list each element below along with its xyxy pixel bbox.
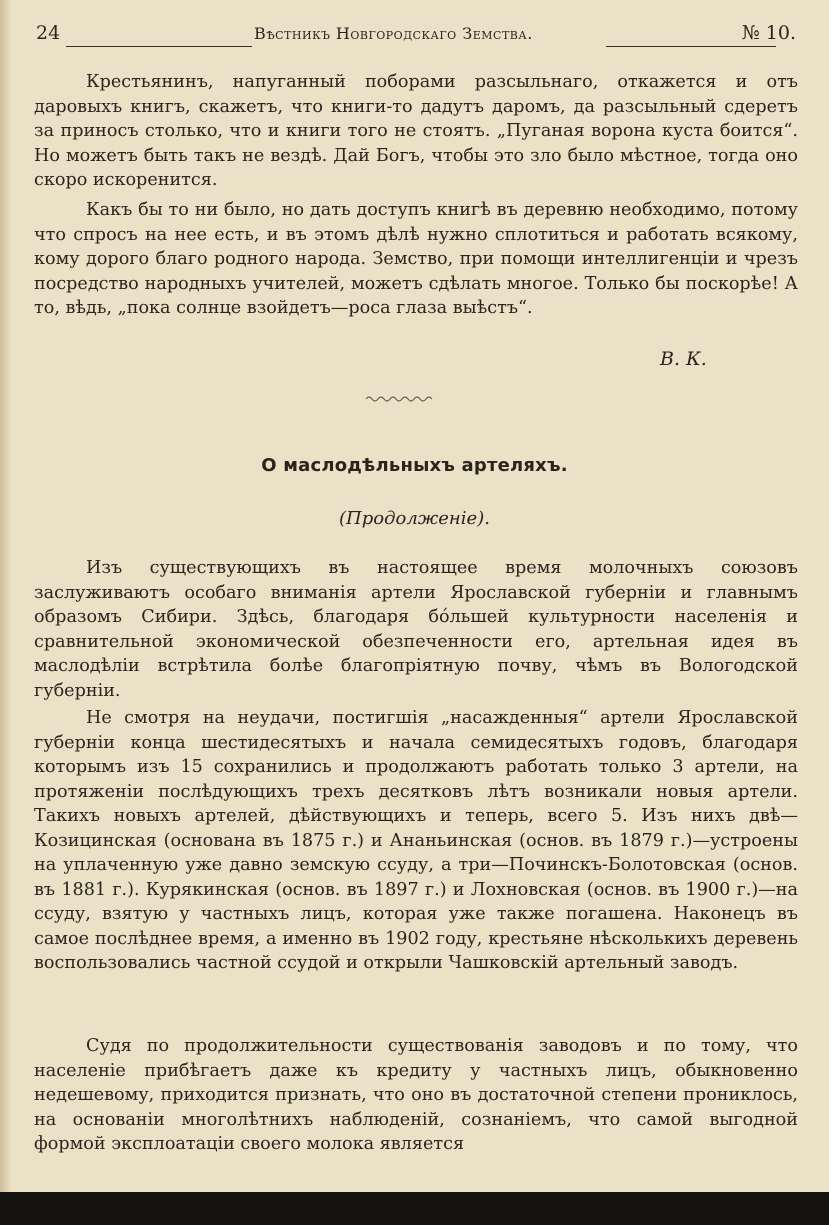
scan-background-edge — [0, 1192, 829, 1225]
section-divider-flourish — [366, 394, 436, 404]
article-end-paragraph-2: Какъ бы то ни было, но дать доступъ книгѣ въ деревню необходимо, потому что спросъ на нее есть, и въ этомъ дѣлѣ нужно сплотиться и работать всякому, кому дорого благо родного народа. Земство, при помощи интеллигенціи и чрезъ посредство народныхъ учителей, можетъ сдѣлать многое. Только бы поскорѣе! А то, вѣдь, „пока солнце взойдетъ—роса глаза выѣстъ“. — [34, 200, 798, 318]
issue-number: № 10. — [741, 22, 796, 44]
header-rule-right — [606, 46, 776, 47]
running-header — [36, 22, 796, 48]
body-paragraph-2: Не смотря на неудачи, постигшія „насажденныя“ артели Ярославской губерніи конца шестидесятыхъ и начала семидесятыхъ годовъ, благодаря которымъ изъ 15 сохранились и продолжаютъ работать только 3 артели, на протяженіи послѣдующихъ трехъ десятковъ лѣтъ возникали новыя артели. Такихъ новыхъ артелей, дѣйствующихъ и теперь, всего 5. Изъ нихъ двѣ—Козицинская (основана въ 1875 г.) и Ананьинская (основ. въ 1879 г.)—устроены на уплаченную уже давно земскую ссуду, а три—Починскъ-Болотовская (основ. въ 1881 г.). Курякинская (основ. въ 1897 г.) и Лохновская (основ. въ 1900 г.)—на ссуду, взятую у частныхъ лицъ, которая уже также погашена. Наконецъ въ самое послѣднее время, а именно въ 1902 году, крестьяне нѣсколькихъ деревень воспользовались частной ссудой и открыли Чашковскій артельный заводъ. — [34, 708, 798, 973]
section-subtitle: (Продолженіе). — [339, 508, 490, 529]
author-signature: В. К. — [660, 348, 707, 370]
page-number: 24 — [36, 22, 61, 44]
body-paragraph-3: Судя по продолжительности существованія заводовъ и по тому, что населеніе прибѣгаетъ даже къ кредиту у частныхъ лицъ, обыкновенно недешевому, приходится признать, что оно въ достаточной степени прониклось, на основаніи многолѣтнихъ наблюденій, сознаніемъ, что самой выгодной формой эксплоатаціи своего молока является — [34, 1036, 798, 1154]
article-end-paragraph-1: Крестьянинъ, напуганный поборами разсыльнаго, откажется и отъ даровыхъ книгъ, скажетъ, что книги-то дадутъ даромъ, да разсыльный сдеретъ за приносъ столько, что и книги того не стоятъ. „Пуганая ворона куста боится“. Но можетъ быть такъ не вездѣ. Дай Богъ, чтобы это зло было мѣстное, тогда оно скоро искоренится. — [34, 72, 798, 190]
body-paragraph-1: Изъ существующихъ въ настоящее время молочныхъ союзовъ заслуживаютъ особаго вниманія артели Ярославской губерніи и главнымъ образомъ Сибири. Здѣсь, благодаря бóльшей культурности населенія и сравнительной экономической обезпеченности его, артельная идея въ маслодѣліи встрѣтила болѣе благопріятную почву, чѣмъ въ Вологодской губерніи. — [34, 558, 798, 701]
header-rule-left — [66, 46, 252, 47]
journal-title: Вѣстникъ Новгородскаго Земства. — [254, 24, 533, 43]
section-title: О маслодѣльныхъ артеляхъ. — [261, 455, 568, 476]
page-gutter-shadow — [0, 0, 12, 1192]
